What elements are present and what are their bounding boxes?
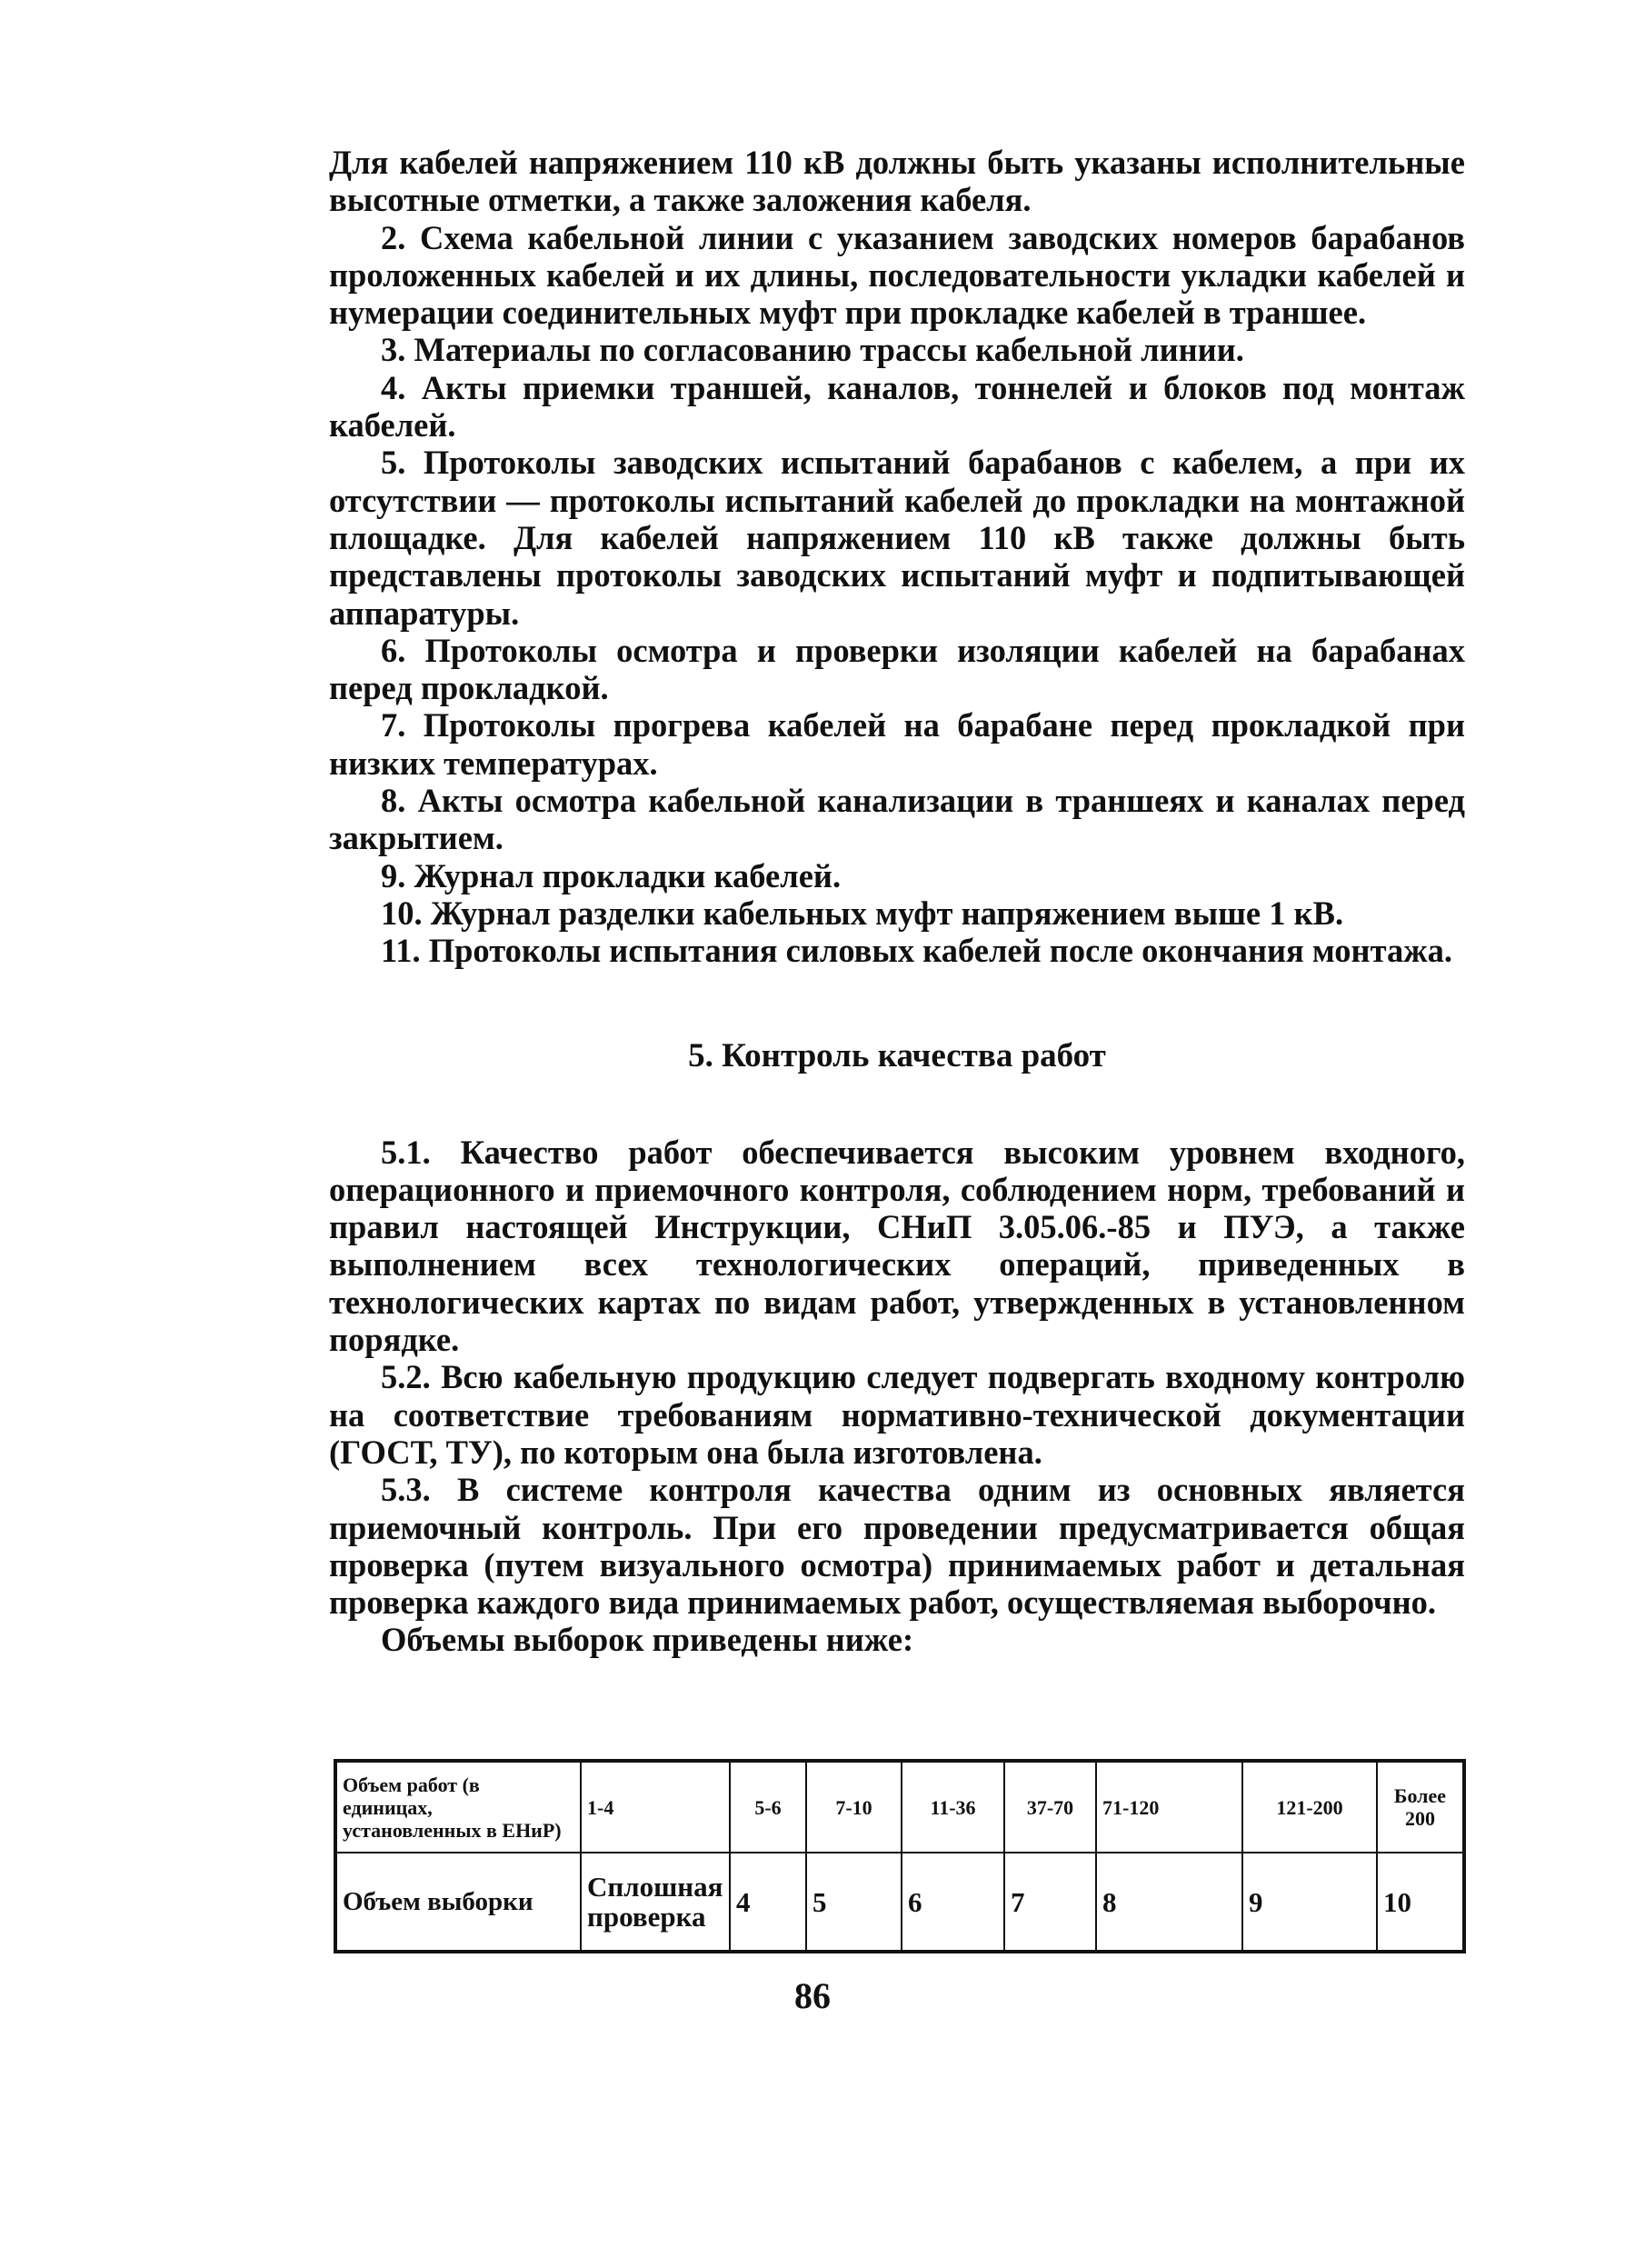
list-item-9: 9. Журнал прокладки кабелей. xyxy=(381,856,842,894)
table-cell: 9 xyxy=(1242,1853,1377,1952)
section-title: 5. Контроль качества работ xyxy=(688,1036,1106,1074)
table-row xyxy=(335,1853,1464,1952)
table-cell: 5 xyxy=(806,1853,902,1952)
sample-size-table xyxy=(334,1759,1466,1953)
table-cell: 8 xyxy=(1096,1853,1242,1952)
table-row-label: Объем выборки xyxy=(335,1853,581,1952)
list-item-7: 7. Протоколы прогрева кабелей на барабане перед прокладкой при низких температурах. xyxy=(329,706,1465,782)
table-header-label: Объем работ (в единицах, установленных в ЕНиР) xyxy=(335,1761,581,1853)
table-header-cell: Более 200 xyxy=(1377,1761,1464,1853)
table-header-cell: 37-70 xyxy=(1004,1761,1096,1853)
table-cell: 4 xyxy=(730,1853,806,1952)
list-item-4: 4. Акты приемки траншей, каналов, тоннелей и блоков под монтаж кабелей. xyxy=(329,368,1465,445)
list-item-5: 5. Протоколы заводских испытаний барабанов с кабелем, а при их отсутствии — протоколы испытаний кабелей до прокладки на монтажной площадке. Для кабелей напряжением 110 кВ также должны быть представлены протоколы заводских испытаний муфт и подпитывающей аппаратуры. xyxy=(329,444,1465,632)
list-item-6: 6. Протоколы осмотра и проверки изоляции кабелей на барабанах перед прокладкой. xyxy=(329,631,1465,707)
paragraph-5-3: 5.3. В системе контроля качества одним из основных является приемочный контроль. При его проведении предусматривается общая проверка (путем визуального осмотра) принимаемых работ и детальная проверка каждого вида принимаемых работ, осуществляемая выборочно. xyxy=(329,1471,1465,1622)
paragraph-sample-intro: Объемы выборок приведены ниже: xyxy=(381,1621,914,1659)
list-item-2: 2. Схема кабельной линии с указанием заводских номеров барабанов проложенных кабелей и их длины, последовательности укладки кабелей и нумерации соединительных муфт при прокладке кабелей в траншее. xyxy=(329,218,1465,332)
table-header-row xyxy=(335,1761,1464,1853)
paragraph-5-2: 5.2. Всю кабельную продукцию следует подвергать входному контролю на соответствие требованиям нормативно-технической документации (ГОСТ, ТУ), по которым она была изготовлена. xyxy=(329,1358,1465,1471)
table-header-cell: 121-200 xyxy=(1242,1761,1377,1853)
table-cell: 10 xyxy=(1377,1853,1464,1952)
table-cell: 6 xyxy=(902,1853,1004,1952)
list-item-3: 3. Материалы по согласованию трассы кабельной линии. xyxy=(381,331,1244,369)
list-item-10: 10. Журнал разделки кабельных муфт напряжением выше 1 кВ. xyxy=(381,894,1344,932)
table-cell: 7 xyxy=(1004,1853,1096,1952)
table-header-cell: 5-6 xyxy=(730,1761,806,1853)
paragraph-intro: Для кабелей напряжением 110 кВ должны быть указаны исполнительные высотные отметки, а также заложения кабеля. xyxy=(329,144,1465,219)
paragraph-5-1: 5.1. Качество работ обеспечивается высоким уровнем входного, операционного и приемочного контроля, соблюдением норм, требований и правил настоящей Инструкции, СНиП 3.05.06.-85 и ПУЭ, а также выполнением всех технологических операций, приведенных в технологических картах по видам работ, утвержденных в установленном порядке. xyxy=(329,1133,1465,1359)
table-header-cell: 7-10 xyxy=(806,1761,902,1853)
table-header-cell: 1-4 xyxy=(581,1761,730,1853)
table-header-cell: 11-36 xyxy=(902,1761,1004,1853)
list-item-11: 11. Протоколы испытания силовых кабелей после окончания монтажа. xyxy=(381,932,1453,970)
list-item-8: 8. Акты осмотра кабельной канализации в траншеях и каналах перед закрытием. xyxy=(329,782,1465,857)
text-column xyxy=(329,144,1465,1659)
table-cell: Сплошная проверка xyxy=(581,1853,730,1952)
page-number: 86 xyxy=(794,1975,831,2016)
table-header-cell: 71-120 xyxy=(1096,1761,1242,1853)
sample-table-wrapper xyxy=(334,1759,1462,1953)
